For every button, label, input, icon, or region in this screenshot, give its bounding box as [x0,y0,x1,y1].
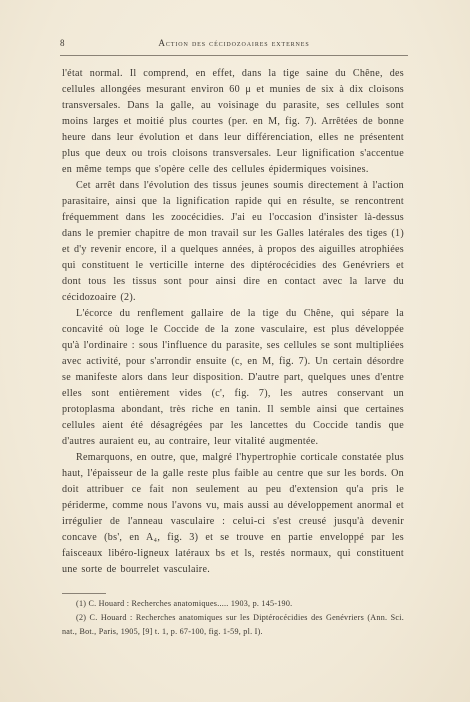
paragraph: Cet arrêt dans l'évolution des tissus jeunes soumis directement à l'action parasitaire, ainsi que la lignification rapide qui en résulte, se rencontrent fréquemment dans les zoocécidies. J'ai eu l'occasion d'insister là-dessus dans le premier chapitre de mon travail sur les Galles latérales des tiges (1) et d'y revenir encore, il a quelques années, à propos des aiguilles atrophiées qui constituent le verticille interne des diptérocécidies des Genévriers et dont tous les tissus sont pour ainsi dire en contact avec la larve du cécidozoaire (2). [62,180,404,304]
paragraph: L'écorce du renflement gallaire de la tige du Chêne, qui sépare la concavité où loge le Coccide de la zone vasculaire, est plus développée qu'à l'ordinaire : sous l'influence du parasite, ses cellules se sont multipliées avec activité, pour s'arrondir ensuite (c, en M, fig. 7). Un certain désordre se manifeste alors dans leur disposition. D'autre part, quelques unes d'entre elles sont entièrement vides (c', fig. 7), les autres conservant un protoplasma abondant, très riche en tanin. Il semble ainsi que certaines cellules aient été désagrégées par les lancettes du Coccide tandis que d'autres auraient eu, au contraire, leur vitalité augmentée. [62,308,404,448]
running-title: Action des cécidozoaires externes [158,38,310,48]
footnote: (2) C. Houard : Recherches anatomiques sur les Diptérocécidies des Genévriers (Ann. Sci. nat., Bot., Paris, 1905, [9] t. 1, p. 67-100, fig. 1-59, pl. I). [62,613,404,637]
paragraph-continued: l'état normal. Il comprend, en effet, dans la tige saine du Chêne, des cellules allongées mesurant environ 60 μ et munies de six à dix cloisons transversales. Dans la galle, au voisinage du parasite, ses cellules sont moins larges et moitié plus courtes (per. en M, fig. 7). Arrêtées de bonne heure dans leur évolution et dans leur différenciation, elles ne présentent plus que deux ou trois cloisons transversales. Leur lignification s'accentue en même temps que s'opère celle des cellules épidermiques voisines. [62,68,404,176]
page-header [60,38,408,52]
footnote: (1) C. Houard : Recherches anatomiques..... 1903, p. 145-190. [76,599,293,608]
paragraph: Remarquons, en outre, que, malgré l'hypertrophie corticale constatée plus haut, l'épaisseur de la galle reste plus faible au centre que sur les bords. On doit attribuer ce fait non seulement au peu d'extension qu'a pris le périderme, comme nous l'avons vu, mais aussi au développement anormal et irrégulier de l'anneau vasculaire : celui-ci s'est creusé jusqu'à devenir concave (bs', en A₄, fig. 3) et se trouve en partie enveloppé par les faisceaux libéro-ligneux latéraux bs et ls, restés normaux, qui constituent une sorte de bourrelet vasculaire. [62,452,404,576]
footnotes [62,597,404,640]
header-rule [60,55,408,56]
footnote-rule [62,593,106,594]
body-text [62,66,404,579]
page-number: 8 [60,38,66,48]
